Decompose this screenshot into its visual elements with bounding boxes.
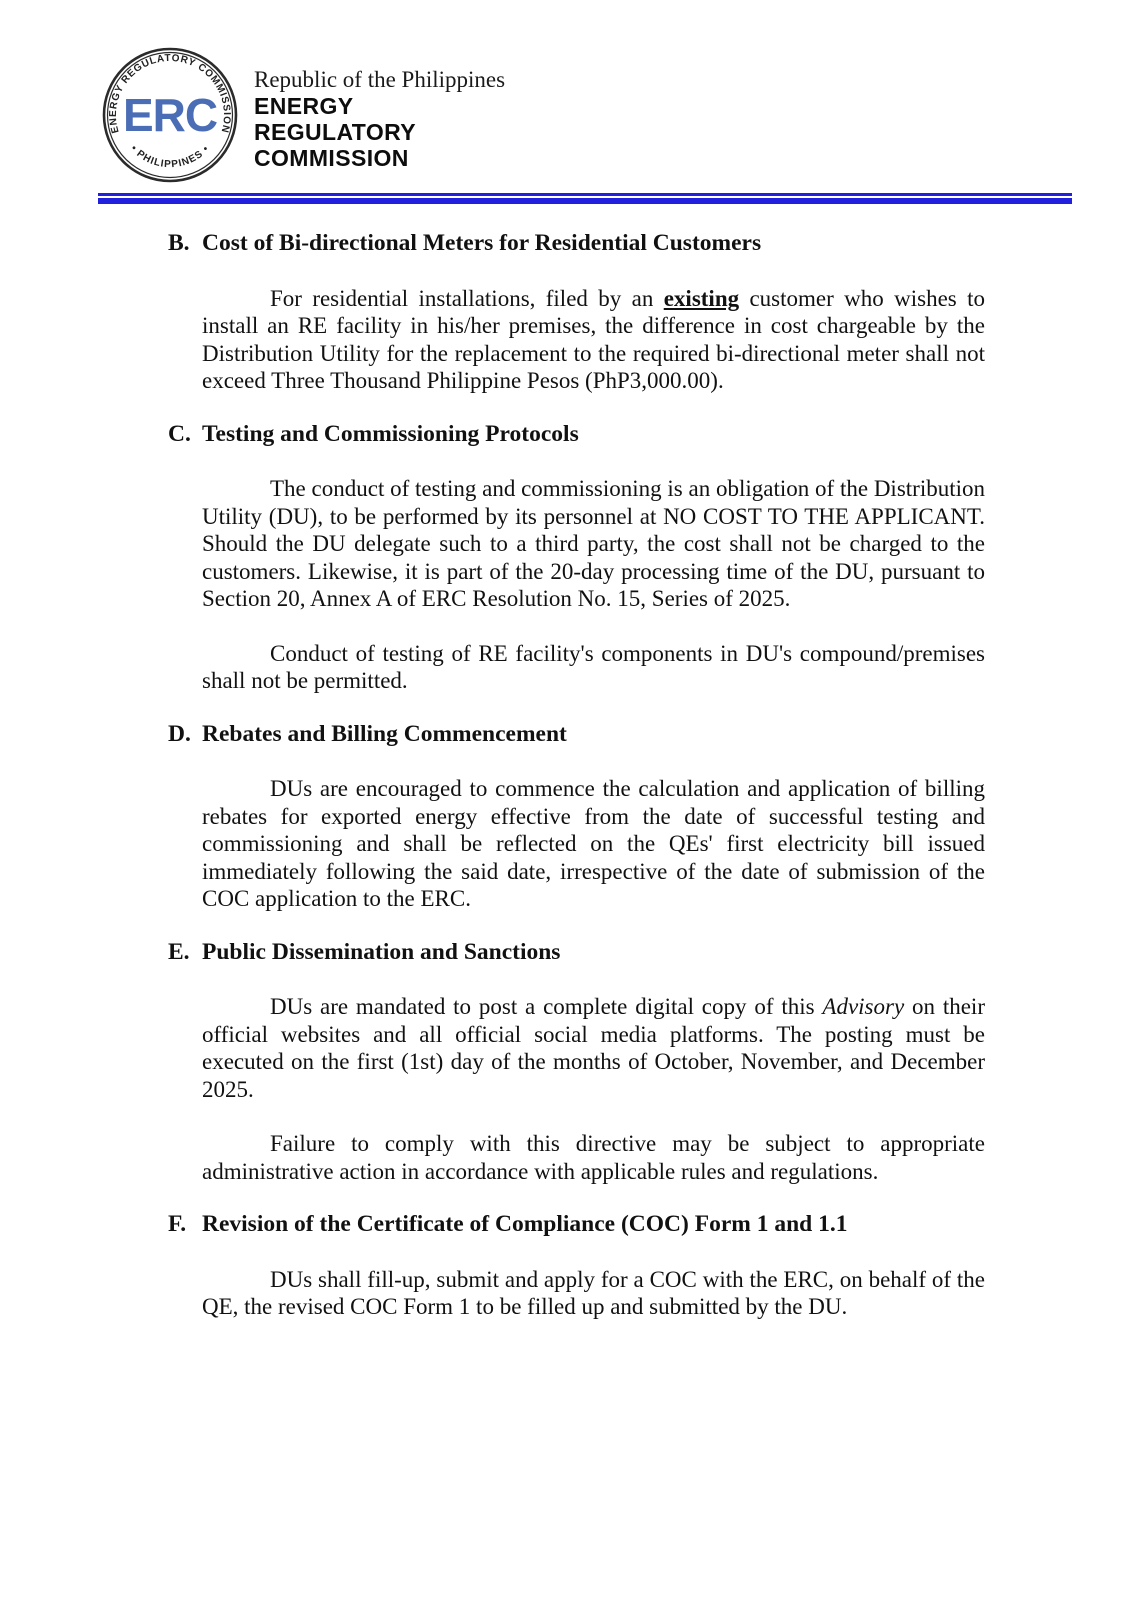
text-run: existing — [663, 285, 740, 311]
section-heading — [168, 721, 985, 749]
paragraph — [202, 1266, 985, 1321]
section-b — [168, 230, 985, 395]
text-run: Conduct of testing of RE facility's components in DU's compound/premises shall not be permitted. — [202, 640, 985, 693]
section-f — [168, 1211, 985, 1321]
section-letter: B. — [168, 230, 190, 256]
text-run: DUs are encouraged to commence the calculation and application of billing rebates for exported energy effective from the date of successful testing and commissioning and shall be reflected on the QEs' first electricity bill issued immediately following the said date, irrespective of the date of submission of the COC application to the ERC. — [202, 776, 985, 911]
text-run: Failure to comply with this directive may be subject to appropriate administrative action in accordance with applicable rules and regulations. — [202, 1131, 985, 1184]
text-run: on their official websites and all official social media platforms. The posting must be executed on the first (1st) day of the months of October, November, and December 2025. — [202, 994, 985, 1102]
section-e — [168, 939, 985, 1186]
section-letter: E. — [168, 938, 190, 965]
agency-name-line: COMMISSION — [254, 145, 409, 171]
section-letter: D. — [168, 720, 191, 747]
paragraph — [202, 475, 985, 613]
section-heading — [168, 1211, 985, 1239]
paragraph — [202, 775, 985, 913]
paragraph — [202, 993, 985, 1103]
section-letter: F. — [168, 1211, 187, 1237]
section-title: Public Dissemination and Sanctions — [202, 938, 561, 965]
agency-name — [254, 93, 505, 171]
agency-name-line: REGULATORY — [254, 119, 417, 145]
header-divider — [98, 193, 1072, 204]
section-title: Rebates and Billing Commencement — [202, 720, 567, 747]
seal-top-text: ENERGY REGULATORY COMMISSION — [107, 52, 233, 135]
agency-block — [240, 45, 505, 171]
section-d — [168, 721, 985, 913]
document-body — [0, 230, 1132, 1321]
section-heading — [168, 939, 985, 967]
agency-name-line: ENERGY — [254, 93, 354, 119]
divider-thick-bar — [98, 198, 1072, 204]
section-c — [168, 421, 985, 695]
text-run: The conduct of testing and commissioning is an obligation of the Distribution Utility (DU), to be performed by its personnel at NO COST TO THE APPLICANT. Should the DU delegate such to a third party, the cost shall not be charged to the customers. Likewise, it is part of the 20-day processing time of the DU, pursuant to Section 20, Annex A of ERC Resolution No. 15, Series of 2025. — [202, 476, 985, 611]
section-title: Revision of the Certificate of Compliance (COC) Form 1 and 1.1 — [202, 1211, 848, 1237]
seal-erc-text: ERC — [122, 89, 218, 141]
text-run: Advisory — [822, 994, 905, 1019]
paragraph — [202, 1130, 985, 1185]
section-title: Testing and Commissioning Protocols — [202, 420, 579, 447]
seal-bottom-text: • PHILIPPINES • — [128, 143, 212, 171]
republic-line: Republic of the Philippines — [254, 67, 506, 92]
text-run: DUs are mandated to post a complete digital copy of this — [270, 994, 823, 1019]
paragraph — [202, 640, 985, 695]
section-heading — [168, 230, 985, 258]
text-run: For residential installations, filed by an — [270, 285, 664, 311]
section-heading — [168, 421, 985, 449]
text-run: customer who wishes to install an RE facility in his/her premises, the difference in cost chargeable by the Distribution Utility for the replacement to the required bi-directional meter shall not exceed Three Thousand Philippine Pesos (PhP3,000.00). — [202, 285, 985, 393]
letterhead — [0, 0, 1132, 185]
paragraph — [202, 285, 985, 395]
erc-seal-logo — [100, 45, 240, 185]
section-title: Cost of Bi-directional Meters for Residential Customers — [202, 230, 762, 256]
section-letter: C. — [168, 420, 191, 447]
text-run: DUs shall fill-up, submit and apply for a COC with the ERC, on behalf of the QE, the revised COC Form 1 to be filled up and submitted by the DU. — [202, 1266, 985, 1319]
